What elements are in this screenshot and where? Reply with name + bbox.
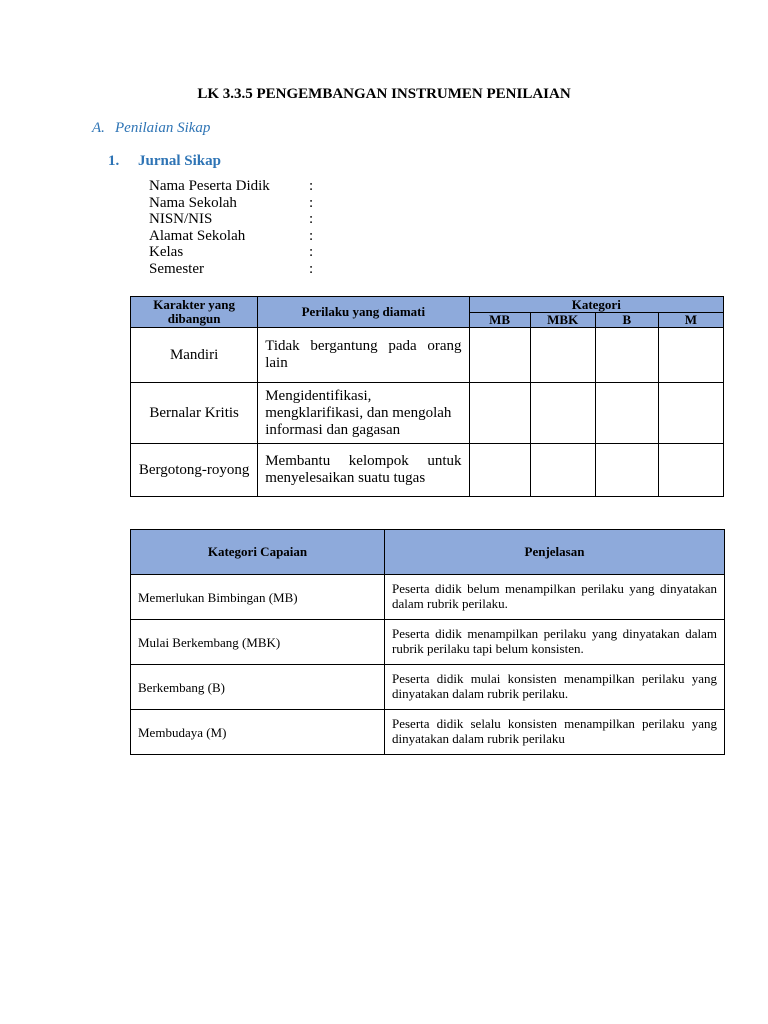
subsection-label: Jurnal Sikap <box>138 153 221 169</box>
table-row <box>131 575 725 620</box>
field-separator: : <box>309 194 314 211</box>
field-label: NISN/NIS <box>149 211 213 228</box>
identity-row-nama-peserta <box>149 178 313 195</box>
penjelasan-cell: Peserta didik menampilkan perilaku yang dinyatakan dalam rubrik perilaku tapi belum konsisten. <box>385 620 725 665</box>
section-number: A. <box>92 120 105 136</box>
table-row <box>131 444 724 497</box>
header-kategori-capaian: Kategori Capaian <box>131 530 385 575</box>
field-label: Nama Sekolah <box>149 194 237 211</box>
kategori-capaian-table <box>130 529 725 755</box>
identity-row-semester <box>149 261 313 278</box>
kategori-cell: Membudaya (M) <box>131 710 385 755</box>
table-row <box>131 710 725 755</box>
kategori-cell-b[interactable] <box>595 383 658 444</box>
field-separator: : <box>309 260 314 277</box>
header-karakter: Karakter yang dibangun <box>131 297 258 328</box>
kategori-cell: Memerlukan Bimbingan (MB) <box>131 575 385 620</box>
field-separator: : <box>309 211 314 228</box>
header-penjelasan: Penjelasan <box>385 530 725 575</box>
karakter-cell: Bernalar Kritis <box>131 383 258 444</box>
header-perilaku: Perilaku yang diamati <box>258 297 469 328</box>
identity-row-alamat <box>149 228 313 245</box>
perilaku-cell: Membantu kelompok untuk menyelesaikan suatu tugas <box>258 444 469 497</box>
kategori-cell-mbk[interactable] <box>530 444 595 497</box>
kategori-cell-m[interactable] <box>658 383 723 444</box>
identity-row-nama-sekolah <box>149 195 313 212</box>
header-mb: MB <box>469 313 530 328</box>
kategori-cell-mbk[interactable] <box>530 383 595 444</box>
header-b: B <box>595 313 658 328</box>
perilaku-cell: Tidak bergantung pada orang lain <box>258 328 469 383</box>
document-title: LK 3.3.5 PENGEMBANGAN INSTRUMEN PENILAIAN <box>197 86 571 102</box>
table-row <box>131 328 724 383</box>
kategori-cell-m[interactable] <box>658 444 723 497</box>
kategori-cell: Mulai Berkembang (MBK) <box>131 620 385 665</box>
jurnal-sikap-table <box>130 296 724 497</box>
field-label: Semester <box>149 260 204 277</box>
karakter-cell: Mandiri <box>131 328 258 383</box>
section-heading-penilaian-sikap <box>92 120 210 137</box>
kategori-cell-mb[interactable] <box>469 444 530 497</box>
perilaku-cell: Mengidentifikasi, mengklarifikasi, dan mengolah informasi dan gagasan <box>258 383 469 444</box>
penjelasan-cell: Peserta didik mulai konsisten menampilkan perilaku yang dinyatakan dalam rubrik perilaku. <box>385 665 725 710</box>
field-label: Nama Peserta Didik <box>149 178 270 194</box>
kategori-cell-m[interactable] <box>658 328 723 383</box>
kategori-cell: Berkembang (B) <box>131 665 385 710</box>
subsection-number: 1. <box>108 153 120 169</box>
kategori-cell-mbk[interactable] <box>530 328 595 383</box>
section-label: Penilaian Sikap <box>115 120 211 136</box>
identity-row-kelas <box>149 244 313 261</box>
header-mbk: MBK <box>530 313 595 328</box>
field-label: Kelas <box>149 244 184 261</box>
penjelasan-cell: Peserta didik selalu konsisten menampilkan perilaku yang dinyatakan dalam rubrik perilaku <box>385 710 725 755</box>
subsection-heading-jurnal-sikap <box>108 153 221 170</box>
header-kategori: Kategori <box>469 297 723 313</box>
field-separator: : <box>309 244 314 261</box>
karakter-cell: Bergotong-royong <box>131 444 258 497</box>
table-row <box>131 383 724 444</box>
field-separator: : <box>309 178 314 194</box>
kategori-cell-b[interactable] <box>595 328 658 383</box>
kategori-cell-mb[interactable] <box>469 383 530 444</box>
kategori-cell-mb[interactable] <box>469 328 530 383</box>
penjelasan-cell: Peserta didik belum menampilkan perilaku yang dinyatakan dalam rubrik perilaku. <box>385 575 725 620</box>
field-label: Alamat Sekolah <box>149 227 246 244</box>
table-row <box>131 665 725 710</box>
table-row <box>131 620 725 665</box>
kategori-cell-b[interactable] <box>595 444 658 497</box>
identity-row-nisn <box>149 211 313 228</box>
field-separator: : <box>309 227 314 244</box>
identity-fields <box>149 178 313 278</box>
header-m: M <box>658 313 723 328</box>
